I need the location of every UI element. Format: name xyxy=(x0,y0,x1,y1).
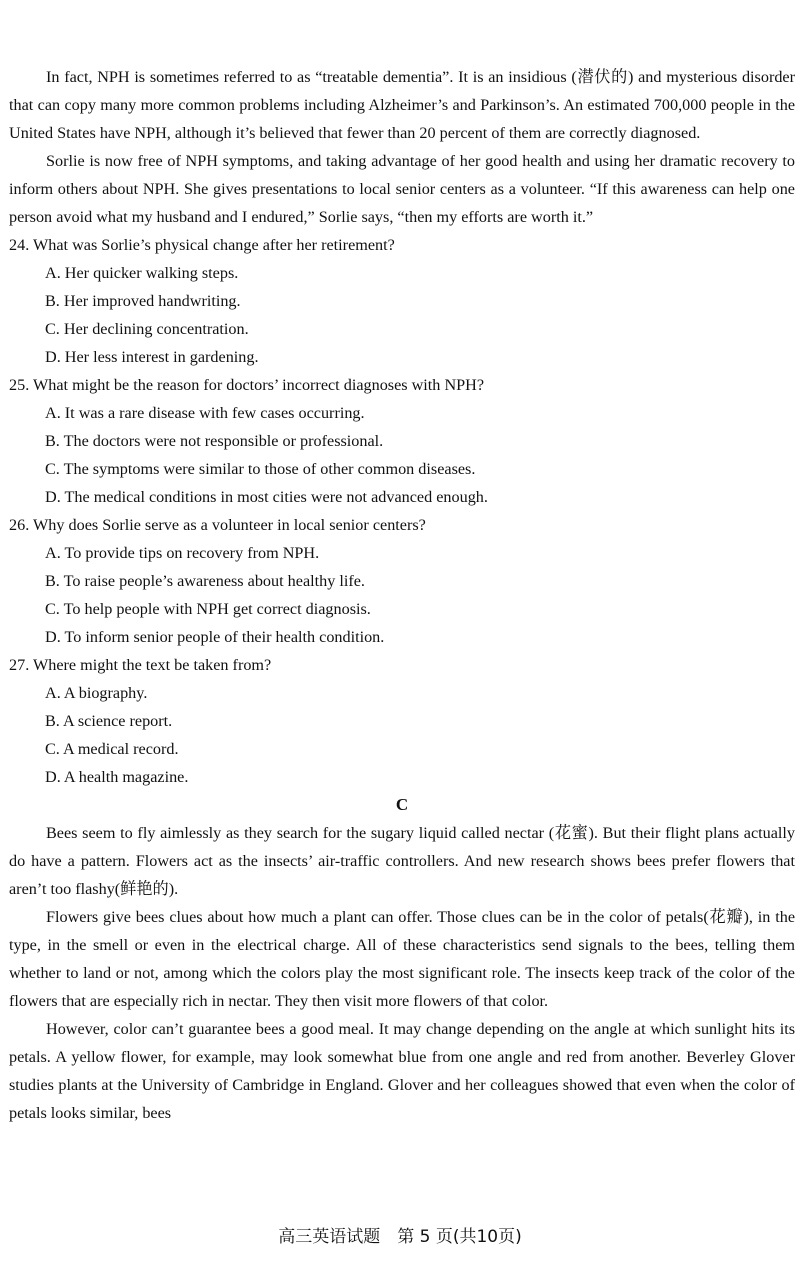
question-24 xyxy=(9,231,795,371)
page-footer: 高三英语试题 第 5 页(共10页) xyxy=(278,1227,522,1247)
question-stem: 24. What was Sorlie’s physical change after her retirement? xyxy=(9,236,395,254)
passage-paragraph: Bees seem to fly aimlessly as they search for the sugary liquid called nectar (花蜜). But their flight plans actually do have a pattern. Flowers act as the insects’ air-traffic controllers. And new research shows bees prefer flowers that aren’t too flashy(鲜艳的). xyxy=(9,824,795,898)
option-a: A. Her quicker walking steps. xyxy=(45,264,239,282)
question-27 xyxy=(9,651,795,791)
option-c: C. A medical record. xyxy=(45,740,179,758)
option-a: A. To provide tips on recovery from NPH. xyxy=(45,544,320,562)
option-b: B. A science report. xyxy=(45,712,173,730)
option-d: D. To inform senior people of their health condition. xyxy=(45,628,385,646)
question-stem: 26. Why does Sorlie serve as a volunteer in local senior centers? xyxy=(9,516,426,534)
passage-paragraph: Flowers give bees clues about how much a plant can offer. Those clues can be in the color of petals(花瓣), in the type, in the smell or even in the electrical charge. All of these characteristics send signals to the bees, telling them whether to land or not, among which the colors play the most significant role. The insects keep track of the color of the flowers that are especially rich in nectar. They then visit more flowers of that color. xyxy=(9,908,795,1010)
option-d: D. The medical conditions in most cities were not advanced enough. xyxy=(45,488,488,506)
question-stem: 27. Where might the text be taken from? xyxy=(9,656,272,674)
option-b: B. To raise people’s awareness about healthy life. xyxy=(45,572,365,590)
option-d: D. Her less interest in gardening. xyxy=(45,348,259,366)
option-c: C. To help people with NPH get correct diagnosis. xyxy=(45,600,371,618)
passage-paragraph: In fact, NPH is sometimes referred to as “treatable dementia”. It is an insidious (潜伏的) and mysterious disorder that can copy many more common problems including Alzheimer’s and Parkinson’s. An estimated 700,000 people in the United States have NPH, although it’s believed that fewer than 20 percent of them are correctly diagnosed. xyxy=(9,68,795,142)
passage-paragraph: However, color can’t guarantee bees a good meal. It may change depending on the angle at which sunlight hits its petals. A yellow flower, for example, may look somewhat blue from one angle and red from another. Beverley Glover studies plants at the University of Cambridge in England. Glover and her colleagues showed that even when the color of petals looks similar, bees xyxy=(9,1020,795,1122)
passage-paragraph: Sorlie is now free of NPH symptoms, and taking advantage of her good health and using her dramatic recovery to inform others about NPH. She gives presentations to local senior centers as a volunteer. “If this awareness can help one person avoid what my husband and I endured,” Sorlie says, “then my efforts are worth it.” xyxy=(9,152,795,226)
option-a: A. It was a rare disease with few cases occurring. xyxy=(45,404,365,422)
question-stem: 25. What might be the reason for doctors’ incorrect diagnoses with NPH? xyxy=(9,376,485,394)
option-d: D. A health magazine. xyxy=(45,768,189,786)
exam-page xyxy=(9,63,795,1127)
question-25 xyxy=(9,371,795,511)
option-c: C. The symptoms were similar to those of other common diseases. xyxy=(45,460,476,478)
option-b: B. Her improved handwriting. xyxy=(45,292,241,310)
section-heading: C xyxy=(395,795,409,814)
option-c: C. Her declining concentration. xyxy=(45,320,249,338)
question-26 xyxy=(9,511,795,651)
option-b: B. The doctors were not responsible or professional. xyxy=(45,432,384,450)
option-a: A. A biography. xyxy=(45,684,148,702)
